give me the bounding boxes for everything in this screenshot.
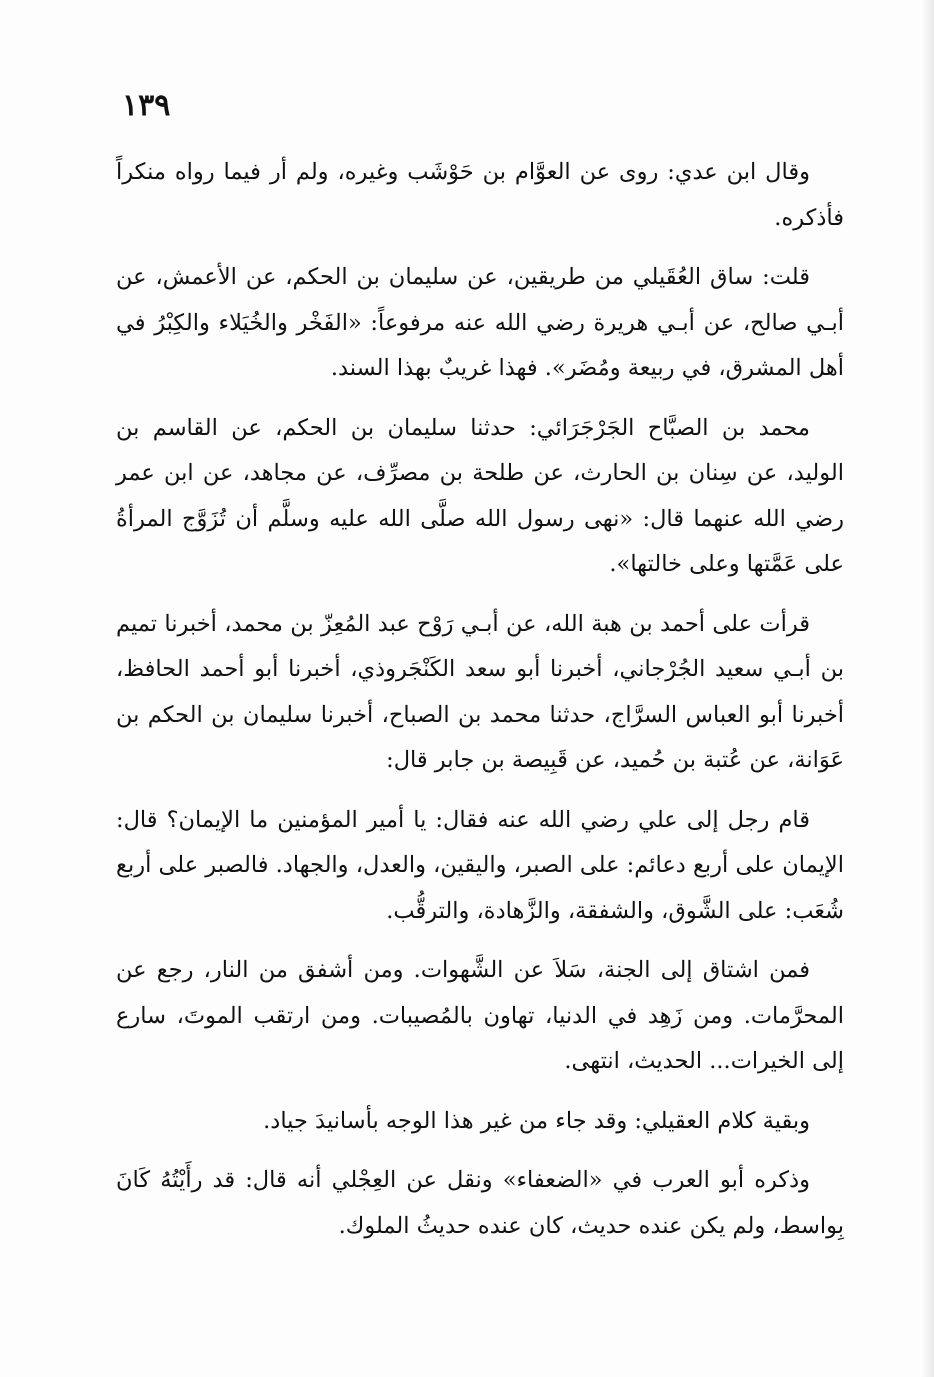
paragraph-ibn-adi: وقال ابن عدي: روى عن العوَّام بن حَوْشَب وغيره، ولم أر فيما رواه منكراً فأذكره. xyxy=(116,159,844,231)
paragraph-jannah: فمن اشتاق إلى الجنة، سَلاَ عن الشَّهوات. ومن أشفق من النار، رجع عن المحرَّمات. ومن زَهِد في الدنيا، تهاون بالمُصيبات. ومن ارتقب الموتَ، سارع إلى الخيرات... الحديث، انتهى. xyxy=(116,957,844,1074)
page-number: ١٣٩ xyxy=(122,88,171,123)
paragraph-muhammad-ibn-sabbah: محمد بن الصبَّاح الجَرْجَرَائي: حدثنا سليمان بن الحكم، عن القاسم بن الوليد، عن سِنان بن الحارث، عن طلحة بن مصرِّف، عن مجاهد، عن ابن عمر رضي الله عنهما قال: «نهى رسول الله صلَّى الله عليه وسلَّم أن تُزَوَّج المرأةُ على عَمَّتها وعلى خالتها». xyxy=(116,414,844,577)
paragraph-isnad-chain: قرأت على أحمد بن هبة الله، عن أبـي رَوْح عبد المُعِزّ بن محمد، أخبرنا تميم بن أبـي سعيد الجُرْجاني، أخبرنا أبو سعد الكَنْجَروذي، أخبرنا أبو أحمد الحافظ، أخبرنا أبو العباس السرَّاج، حدثنا محمد بن الصباح، أخبرنا سليمان بن الحكم بن عَوَانة، عن عُتبة بن حُميد، عن قَبِيصة بن جابر قال: xyxy=(116,610,844,773)
paragraph-abu-al-arab: وذكره أبو العرب في «الضعفاء» ونقل عن العِجْلي أنه قال: قد رأَيْتُهُ كَانَ بِواسط، ولم يكن عنده حديث، كان عنده حديثُ الملوك. xyxy=(116,1167,844,1239)
paragraph-ali-iman: قام رجل إلى علي رضي الله عنه فقال: يا أمير المؤمنين ما الإيمان؟ قال: الإيمان على أربع دعائم: على الصبر، واليقين، والعدل، والجهاد. فالصبر على أربع شُعَب: على الشَّوق، والشفقة، والزَّهادة، والترقُّب. xyxy=(116,806,844,924)
page-text-body xyxy=(116,150,844,1263)
paragraph-uqayli-hadith: قلت: ساق العُقَيلي من طريقين، عن سليمان بن الحكم، عن الأعمش، عن أبـي صالح، عن أبـي هريرة رضي الله عنه مرفوعاً: «الفَخْر والخُيَلاء والكِبْرُ في أهل المشرق، في ربيعة ومُضَر». فهذا غريبٌ بهذا السند. xyxy=(116,264,844,381)
paragraph-uqayli-remainder: وبقية كلام العقيلي: وقد جاء من غير هذا الوجه بأسانيدَ جياد. xyxy=(263,1107,810,1134)
page-edge-shadow xyxy=(920,0,934,1377)
